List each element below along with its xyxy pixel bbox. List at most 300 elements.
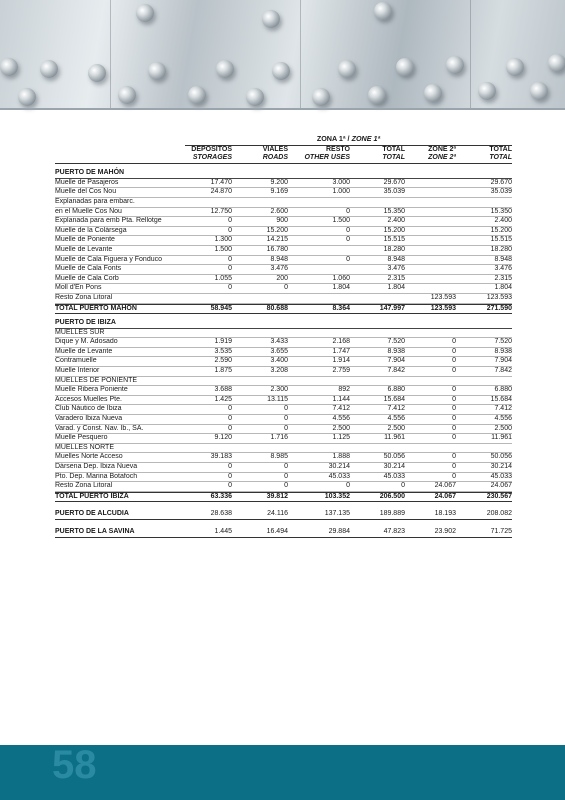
table-cell: 80.688: [266, 304, 288, 312]
table-cell: [456, 377, 512, 386]
table-cell: 0: [452, 347, 456, 355]
column-subheader: OTHER USES: [304, 154, 350, 162]
table-cell: 206.500: [379, 492, 405, 500]
row-label: Muelle de Pasajeros: [55, 178, 119, 186]
table-cell: 0: [284, 424, 288, 432]
table-row: [55, 284, 512, 294]
table-cell: 2.300: [270, 386, 288, 394]
table-cell: 0: [346, 236, 350, 244]
table-cell: 45.033: [328, 472, 350, 480]
table-cell: 2.315: [387, 274, 405, 282]
table-cell: 12.750: [210, 207, 232, 215]
table-cell: 8.948: [387, 255, 405, 263]
table-cell: 0: [452, 434, 456, 442]
table-row: [55, 425, 512, 435]
table-cell: [288, 329, 350, 338]
rivet-icon: [548, 54, 565, 72]
row-label: Contramuelle: [55, 357, 97, 365]
rivet-icon: [246, 88, 264, 106]
table-cell: 28.638: [210, 510, 232, 518]
table-cell: 16.780: [266, 245, 288, 253]
rivet-icon: [446, 56, 464, 74]
table-row: [55, 405, 512, 415]
table-cell: 0: [452, 367, 456, 375]
subgroup-row: [55, 377, 512, 387]
table-cell: 7.520: [494, 338, 512, 346]
table-row: [55, 482, 512, 492]
column-subheader: ZONE 2ª: [428, 154, 456, 162]
table-cell: 0: [346, 482, 350, 490]
table-cell: [288, 246, 350, 255]
table-cell: [405, 188, 456, 197]
zone-title: ZONA 1ª / ZONE 1ª: [185, 135, 512, 146]
panel-seam: [110, 0, 111, 110]
table-cell: [185, 329, 232, 338]
table-cell: [405, 198, 456, 207]
table-cell: 1.425: [214, 395, 232, 403]
table-cell: 30.214: [490, 463, 512, 470]
table-cell: [405, 329, 456, 338]
section-title-text: PUERTO DE MAHÓN: [55, 169, 125, 177]
row-label: Moll d'En Pons: [55, 284, 102, 292]
table-cell: 58.945: [210, 304, 232, 312]
table-cell: [232, 198, 288, 207]
table-cell: 3.476: [494, 265, 512, 273]
rivet-icon: [88, 64, 106, 82]
port-summary-row: [55, 528, 512, 538]
table-cell: [405, 217, 456, 226]
table-row: [55, 348, 512, 358]
table-row: [55, 367, 512, 377]
table-cell: 0: [452, 386, 456, 394]
table-cell: 7.412: [332, 405, 350, 413]
table-cell: 50.056: [490, 453, 512, 461]
table-cell: [185, 444, 232, 453]
page-number: 58: [52, 743, 97, 787]
table-cell: 1.914: [332, 357, 350, 365]
table-cell: 0: [228, 284, 232, 292]
table-cell: 50.056: [383, 453, 405, 461]
section-title: [55, 169, 512, 179]
row-label: Muelle de la Colársega: [55, 226, 127, 234]
table-cell: 39.812: [266, 492, 288, 500]
table-cell: [405, 377, 456, 386]
table-cell: [405, 227, 456, 236]
table-cell: 1.000: [332, 188, 350, 196]
table-cell: 0: [346, 255, 350, 263]
table-row: [55, 415, 512, 425]
table-cell: 6.880: [494, 386, 512, 394]
table-cell: [405, 444, 456, 453]
table-row: [55, 453, 512, 463]
row-label: Accesos Muelles Pte.: [55, 395, 122, 403]
rivet-icon: [424, 84, 442, 102]
section-title-text: PUERTO DE IBIZA: [55, 319, 116, 327]
row-label: Resto Zona Litoral: [55, 293, 113, 301]
table-cell: 1.144: [332, 395, 350, 403]
table-cell: 15.515: [383, 236, 405, 244]
rivet-icon: [374, 2, 392, 20]
table-cell: 8.364: [332, 304, 350, 312]
table-row: [55, 434, 512, 444]
rivet-icon: [18, 88, 36, 106]
table-cell: 1.804: [494, 284, 512, 292]
table-cell: [185, 198, 232, 207]
table-cell: 30.214: [328, 463, 350, 470]
table-cell: 2.400: [494, 217, 512, 225]
table-cell: 29.884: [328, 527, 350, 535]
table-cell: 1.060: [332, 274, 350, 282]
table-cell: 0: [452, 424, 456, 432]
table-cell: 1.445: [214, 527, 232, 535]
table-cell: 230.567: [486, 492, 512, 500]
table-cell: 9.169: [270, 188, 288, 196]
table-cell: 8.985: [270, 453, 288, 461]
table-cell: 4.556: [332, 415, 350, 423]
table-cell: 2.759: [332, 367, 350, 375]
row-label: Muelle de Cala Figuera y Fonduco: [55, 255, 163, 263]
row-label: Muelle de Levante: [55, 245, 113, 253]
column-header: TOTAL: [382, 145, 405, 153]
row-label: en el Muelle Cos Nou: [55, 207, 122, 215]
table-cell: 71.725: [490, 527, 512, 535]
table-cell: 39.183: [210, 453, 232, 461]
table-row: [55, 463, 512, 473]
table-cell: 47.823: [383, 527, 405, 535]
table-cell: 2.500: [387, 424, 405, 432]
table-cell: 8.938: [387, 347, 405, 355]
table-cell: 892: [338, 386, 350, 394]
table-cell: 0: [228, 415, 232, 423]
table-cell: 900: [276, 217, 288, 225]
table-cell: [350, 444, 405, 453]
rivet-icon: [396, 58, 414, 76]
table-row: [55, 236, 512, 246]
table-cell: [350, 198, 405, 207]
table-cell: 30.214: [383, 463, 405, 470]
rivet-icon: [506, 58, 524, 76]
table-cell: 1.888: [332, 453, 350, 461]
table-cell: 1.875: [214, 367, 232, 375]
table-cell: 3.433: [270, 338, 288, 346]
table-cell: 11.961: [491, 434, 512, 442]
table-cell: 45.033: [490, 472, 512, 480]
table-cell: [185, 377, 232, 386]
table-cell: 2.500: [494, 424, 512, 432]
table-cell: 137.135: [324, 510, 350, 518]
column-header-row: [55, 146, 512, 155]
table-cell: 6.880: [387, 386, 405, 394]
table-row: [55, 357, 512, 367]
table-cell: 15.350: [490, 207, 512, 215]
table-cell: [232, 329, 288, 338]
subgroup-row: [55, 329, 512, 339]
table-cell: 0: [284, 463, 288, 470]
table-row: [55, 256, 512, 266]
table-cell: 123.593: [430, 304, 456, 312]
column-header: ZONE 2ª: [428, 145, 456, 153]
table-cell: 15.515: [490, 236, 512, 244]
row-label: MUELLES DE PONIENTE: [55, 376, 138, 384]
row-label: Muelles Norte Acceso: [55, 453, 123, 461]
table-cell: 1.055: [214, 274, 232, 282]
rivet-icon: [338, 60, 356, 78]
table-cell: 24.067: [490, 482, 512, 490]
row-label: Explanadas para embarc.: [55, 197, 135, 205]
section-title: [55, 319, 512, 329]
table-cell: 0: [346, 226, 350, 234]
table-cell: 8.948: [270, 255, 288, 263]
table-cell: [456, 444, 512, 453]
rivet-icon: [368, 86, 386, 104]
table-row: [55, 198, 512, 208]
table-cell: 17.470: [210, 178, 232, 186]
table-cell: [405, 256, 456, 265]
table-cell: 2.168: [332, 338, 350, 346]
row-label: PUERTO DE LA SAVINA: [55, 527, 135, 535]
column-header: DEPOSITOS: [191, 145, 232, 153]
table-cell: 1.747: [332, 347, 350, 355]
table-cell: 123.593: [486, 293, 512, 301]
column-subheader: ROADS: [262, 154, 288, 162]
table-cell: 1.500: [332, 217, 350, 225]
column-subheader: STORAGES: [192, 154, 232, 162]
rivet-icon: [262, 10, 280, 28]
table-cell: 1.804: [332, 284, 350, 292]
table-cell: 15.200: [490, 226, 512, 234]
column-header: TOTAL: [489, 145, 512, 153]
table-cell: 63.336: [210, 492, 232, 500]
table-cell: 3.208: [270, 367, 288, 375]
rivet-icon: [216, 60, 234, 78]
table-cell: 8.948: [494, 255, 512, 263]
subgroup-row: [55, 444, 512, 454]
table-cell: 103.352: [324, 492, 350, 500]
table-row: [55, 473, 512, 483]
table-row: [55, 275, 512, 285]
table-cell: 15.684: [383, 395, 405, 403]
row-label: Muelle de Poniente: [55, 236, 115, 244]
table-cell: 29.670: [490, 178, 512, 186]
row-label: Muelle de Levante: [55, 347, 113, 355]
table-cell: 11.961: [384, 434, 405, 442]
table-cell: 0: [228, 226, 232, 234]
zone-title-en: ZONE 1ª: [351, 134, 381, 143]
table-cell: [288, 444, 350, 453]
rivet-icon: [272, 62, 290, 80]
column-subheader-row: [55, 154, 512, 164]
table-cell: 45.033: [383, 472, 405, 480]
port-summary-row: [55, 510, 512, 520]
table-cell: 0: [452, 472, 456, 480]
table-cell: 7.412: [387, 405, 405, 413]
table-cell: [288, 294, 350, 303]
table-cell: 1.500: [214, 245, 232, 253]
table-cell: 1.716: [270, 434, 288, 442]
table-cell: 208.082: [486, 510, 512, 518]
table-cell: 0: [228, 265, 232, 273]
table-cell: [456, 329, 512, 338]
table-cell: 0: [228, 463, 232, 470]
table-cell: 0: [401, 482, 405, 490]
table-cell: 0: [452, 357, 456, 365]
table-cell: [232, 294, 288, 303]
table-cell: 0: [452, 405, 456, 413]
table-cell: 4.556: [387, 415, 405, 423]
table-cell: 7.904: [494, 357, 512, 365]
table-cell: 15.684: [490, 395, 512, 403]
table-cell: 2.600: [270, 207, 288, 215]
rivet-icon: [188, 86, 206, 104]
table-cell: [405, 208, 456, 217]
table-cell: 1.125: [332, 434, 350, 442]
row-label: Resto Zona Litoral: [55, 482, 113, 490]
table-cell: 0: [228, 255, 232, 263]
row-label: Dársena Dep. Ibiza Nueva: [55, 463, 138, 470]
table-cell: 15.350: [383, 207, 405, 215]
table-cell: [405, 284, 456, 293]
table-cell: [185, 294, 232, 303]
table-body: [55, 169, 512, 537]
panel-seam: [470, 0, 471, 110]
table-cell: 3.000: [332, 178, 350, 186]
table-cell: 3.535: [214, 347, 232, 355]
column-header: VIALES: [262, 145, 288, 153]
table-cell: 13.115: [267, 395, 288, 403]
table-row: [55, 246, 512, 256]
row-label: Muelle Ribera Poniente: [55, 386, 128, 394]
column-header: RESTO: [326, 145, 350, 153]
table-cell: 0: [452, 415, 456, 423]
table-cell: [405, 246, 456, 255]
table-cell: 2.500: [332, 424, 350, 432]
table-cell: 147.997: [379, 304, 405, 312]
table-cell: 1.919: [214, 338, 232, 346]
table-row: [55, 396, 512, 406]
riveted-metal-banner: [0, 0, 565, 110]
table-cell: 9.200: [270, 178, 288, 186]
rivet-icon: [530, 82, 548, 100]
rivet-icon: [312, 88, 330, 106]
rivet-icon: [136, 4, 154, 22]
table-cell: 35.039: [383, 188, 405, 196]
rivet-icon: [478, 82, 496, 100]
port-areas-table: [55, 135, 512, 538]
rivet-icon: [118, 86, 136, 104]
row-label: Club Náutico de Ibiza: [55, 405, 122, 413]
table-cell: 271.590: [486, 304, 512, 312]
table-row: [55, 338, 512, 348]
table-cell: 18.193: [434, 510, 456, 518]
table-cell: 0: [284, 482, 288, 490]
column-subheader: TOTAL: [489, 154, 512, 162]
row-label: Muelle Interior: [55, 367, 100, 375]
row-label: Muelle del Cos Nou: [55, 188, 117, 196]
row-label: Muelle de Cala Fonts: [55, 265, 122, 273]
table-cell: [405, 179, 456, 188]
row-label: PUERTO DE ALCUDIA: [55, 510, 129, 518]
table-cell: [350, 294, 405, 303]
table-cell: [288, 198, 350, 207]
row-label: MUELLES NORTE: [55, 443, 114, 451]
table-cell: 0: [284, 472, 288, 480]
table-cell: 4.556: [494, 415, 512, 423]
table-cell: [405, 265, 456, 274]
table-cell: 0: [452, 453, 456, 461]
table-cell: 9.120: [214, 434, 232, 442]
table-cell: 7.842: [494, 367, 512, 375]
table-cell: 3.655: [270, 347, 288, 355]
row-label: MUELLES SUR: [55, 328, 105, 336]
total-row: [55, 304, 512, 315]
table-row: [55, 217, 512, 227]
table-cell: 3.476: [387, 265, 405, 273]
table-cell: 24.067: [434, 482, 456, 490]
table-cell: 0: [284, 405, 288, 413]
row-label: Muelle de Cala Corb: [55, 274, 119, 282]
table-cell: 3.688: [214, 386, 232, 394]
table-row: [55, 294, 512, 304]
table-cell: [288, 377, 350, 386]
table-cell: 24.116: [267, 510, 288, 518]
table-cell: 8.938: [494, 347, 512, 355]
panel-seam: [300, 0, 301, 110]
row-label: Muelle Pesquero: [55, 434, 108, 442]
table-row: [55, 386, 512, 396]
table-cell: 14.215: [266, 236, 288, 244]
table-cell: 7.842: [387, 367, 405, 375]
table-cell: 15.200: [266, 226, 288, 234]
table-cell: 7.520: [387, 338, 405, 346]
table-cell: [350, 329, 405, 338]
rivet-icon: [40, 60, 58, 78]
row-label: TOTAL PUERTO IBIZA: [55, 492, 129, 500]
table-cell: 16.494: [266, 527, 288, 535]
table-cell: 24.067: [434, 492, 456, 500]
table-cell: 18.280: [490, 245, 512, 253]
table-cell: [232, 377, 288, 386]
table-cell: 123.593: [430, 293, 456, 301]
table-cell: [288, 265, 350, 274]
row-label: Varad. y Const. Nav. Ib., SA.: [55, 424, 144, 432]
table-cell: 3.476: [270, 265, 288, 273]
table-cell: 7.904: [387, 357, 405, 365]
table-cell: 15.200: [383, 226, 405, 234]
table-cell: 29.670: [383, 178, 405, 186]
table-cell: [232, 444, 288, 453]
row-label: Explanada para emb Pta. Rellotge: [55, 217, 162, 225]
table-row: [55, 265, 512, 275]
table-cell: 0: [228, 472, 232, 480]
table-cell: 24.870: [210, 188, 232, 196]
table-cell: 2.590: [214, 357, 232, 365]
table-cell: 0: [452, 338, 456, 346]
row-label: TOTAL PUERTO MAHÓN: [55, 304, 137, 312]
rivet-icon: [148, 62, 166, 80]
table-cell: [405, 275, 456, 284]
row-label: Pto. Dep. Marina Botafoch: [55, 472, 138, 480]
table-cell: 23.902: [434, 527, 456, 535]
table-cell: 0: [228, 405, 232, 413]
column-subheader: TOTAL: [382, 154, 405, 162]
table-cell: 18.280: [383, 245, 405, 253]
table-row: [55, 208, 512, 218]
table-cell: 0: [452, 395, 456, 403]
table-cell: 0: [452, 463, 456, 470]
rivet-icon: [0, 58, 18, 76]
row-label: Dique y M. Adosado: [55, 338, 118, 346]
table-cell: 3.400: [270, 357, 288, 365]
